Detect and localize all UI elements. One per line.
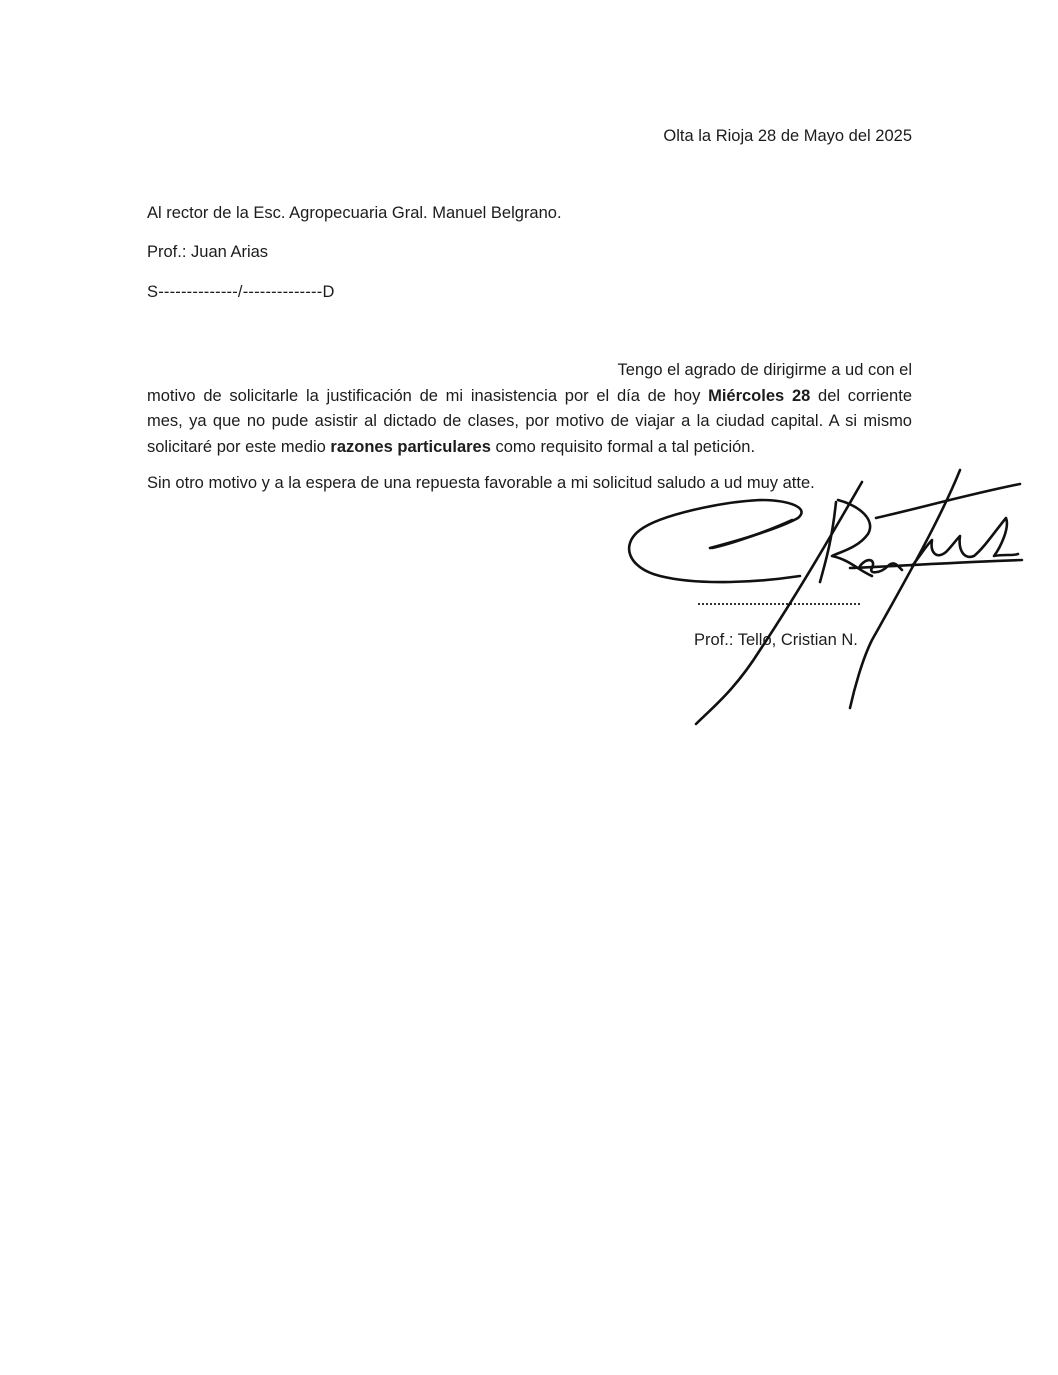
highlighted-reason: razones particulares xyxy=(330,437,491,456)
body-line-4 xyxy=(147,435,912,461)
signature-dotted-line xyxy=(698,597,860,605)
body-line-4-text: solicitaré por este medio xyxy=(147,437,331,456)
body-line-3: mes, ya que no pude asistir al dictado de clases, por motivo de viajar a la ciudad capital. A si mismo xyxy=(147,412,912,430)
body-line-2-text: motivo de solicitarle la justificación de mi inasistencia por el día de hoy xyxy=(147,386,709,405)
body-line-1: Tengo el agrado de dirigirme a ud con el xyxy=(617,361,912,379)
highlighted-date: Miércoles 28 xyxy=(708,386,811,405)
body-line-2 xyxy=(147,384,912,410)
body-line-2-end: del corriente xyxy=(810,386,912,405)
body-line-4-end: como requisito formal a tal petición. xyxy=(490,437,756,456)
letter-body xyxy=(147,358,912,460)
signer-name: Prof.: Tello, Cristian N. xyxy=(694,631,858,649)
letter-addressee: Al rector de la Esc. Agropecuaria Gral. Manuel Belgrano. xyxy=(147,204,562,222)
letter-date: Olta la Rioja 28 de Mayo del 2025 xyxy=(663,127,912,145)
letter-recipient: Prof.: Juan Arias xyxy=(147,243,269,261)
letter-salutation: S--------------/--------------D xyxy=(147,283,335,301)
letter-closing: Sin otro motivo y a la espera de una repuesta favorable a mi solicitud saludo a ud muy atte. xyxy=(147,474,815,492)
